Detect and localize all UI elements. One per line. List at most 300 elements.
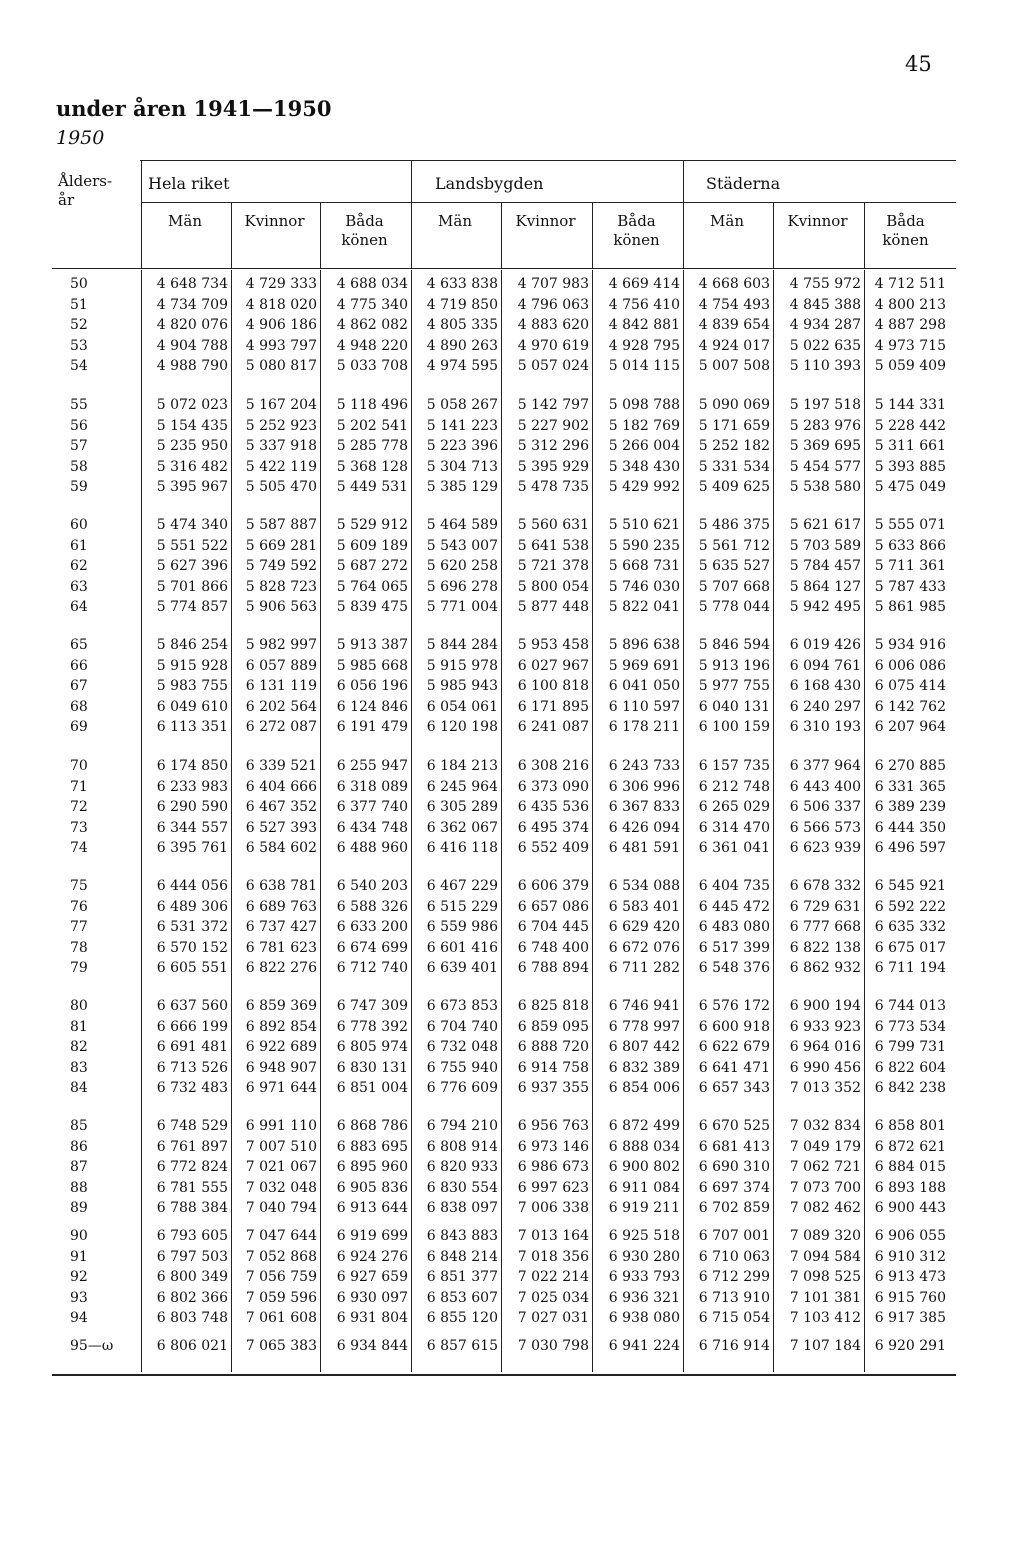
age-cell: 68	[70, 698, 88, 715]
table-cell: 6 803 748	[156, 1310, 228, 1327]
table-cell: 5 167 204	[245, 397, 317, 413]
table-cell: 6 888 034	[608, 1138, 680, 1155]
table-cell: 5 395 967	[156, 479, 228, 496]
table-cell: 6 748 529	[156, 1118, 228, 1134]
table-cell: 5 304 713	[426, 458, 498, 475]
table-cell: 6 639 401	[426, 960, 498, 977]
age-cell: 64	[70, 599, 88, 616]
table-cell: 7 056 759	[245, 1269, 317, 1286]
age-cell: 75	[70, 878, 88, 894]
table-cell: 5 555 071	[874, 517, 946, 533]
table-cell: 4 948 220	[336, 337, 408, 354]
table-cell: 5 621 617	[789, 517, 861, 533]
table-cell: 6 184 213	[426, 758, 498, 774]
age-cell: 61	[70, 537, 88, 554]
table-cell: 6 202 564	[245, 698, 317, 715]
table-cell: 6 732 048	[426, 1039, 498, 1056]
table-cell: 6 927 659	[336, 1269, 408, 1286]
table-cell: 4 883 620	[517, 317, 589, 334]
table-cell: 6 883 695	[336, 1138, 408, 1155]
table-cell: 6 820 933	[426, 1159, 498, 1176]
table-cell: 6 566 573	[789, 819, 861, 836]
table-cell: 6 527 393	[245, 819, 317, 836]
column-divider	[592, 270, 593, 1372]
table-cell: 6 729 631	[789, 898, 861, 915]
table-cell: 6 761 897	[156, 1138, 228, 1155]
table-cell: 6 362 067	[426, 819, 498, 836]
table-cell: 7 032 834	[789, 1118, 861, 1134]
table-cell: 6 623 939	[789, 840, 861, 857]
table-cell: 6 689 763	[245, 898, 317, 915]
table-cell: 6 552 409	[517, 840, 589, 857]
table-cell: 6 445 472	[698, 898, 770, 915]
page-number: 45	[905, 52, 932, 76]
table-cell: 6 948 907	[245, 1059, 317, 1076]
table-cell: 7 049 179	[789, 1138, 861, 1155]
age-cell: 83	[70, 1059, 88, 1076]
table-cell: 6 797 503	[156, 1248, 228, 1265]
table-cell: 6 467 352	[245, 799, 317, 816]
table-cell: 6 712 740	[336, 960, 408, 977]
age-cell: 76	[70, 898, 88, 915]
table-cell: 6 110 597	[608, 698, 680, 715]
table-cell: 5 543 007	[426, 537, 498, 554]
table-cell: 6 622 679	[698, 1039, 770, 1056]
age-cell: 66	[70, 657, 88, 674]
table-cell: 5 846 254	[156, 637, 228, 653]
table-cell: 6 872 621	[874, 1138, 946, 1155]
table-cell: 5 110 393	[789, 358, 861, 375]
table-cell: 6 914 758	[517, 1059, 589, 1076]
table-cell: 6 027 967	[517, 657, 589, 674]
age-cell: 86	[70, 1138, 88, 1155]
table-cell: 6 778 392	[336, 1018, 408, 1035]
table-cell: 6 075 414	[874, 678, 946, 695]
age-cell: 73	[70, 819, 88, 836]
table-cell: 6 444 056	[156, 878, 228, 894]
table-cell: 6 822 138	[789, 939, 861, 956]
table-cell: 7 025 034	[517, 1289, 589, 1306]
table-cell: 5 985 668	[336, 657, 408, 674]
table-cell: 5 861 985	[874, 599, 946, 616]
table-cell: 5 223 396	[426, 438, 498, 455]
table-cell: 4 842 881	[608, 317, 680, 334]
table-cell: 6 919 211	[608, 1200, 680, 1217]
table-cell: 6 584 602	[245, 840, 317, 857]
table-cell: 4 904 788	[156, 337, 228, 354]
table-cell: 6 915 760	[874, 1289, 946, 1306]
table-cell: 7 006 338	[517, 1200, 589, 1217]
table-cell: 5 877 448	[517, 599, 589, 616]
age-cell: 93	[70, 1289, 88, 1306]
table-cell: 6 997 623	[517, 1179, 589, 1196]
table-cell: 6 941 224	[608, 1338, 680, 1354]
table-cell: 6 913 644	[336, 1200, 408, 1217]
age-cell: 78	[70, 939, 88, 956]
age-cell: 85	[70, 1118, 88, 1134]
age-cell: 52	[70, 317, 88, 334]
table-cell: 6 404 666	[245, 778, 317, 795]
table-cell: 7 032 048	[245, 1179, 317, 1196]
table-cell: 6 305 289	[426, 799, 498, 816]
table-cell: 6 755 940	[426, 1059, 498, 1076]
table-cell: 6 191 479	[336, 719, 408, 736]
table-cell: 5 800 054	[517, 578, 589, 595]
age-cell: 87	[70, 1159, 88, 1176]
table-cell: 7 103 412	[789, 1310, 861, 1327]
table-cell: 5 764 065	[336, 578, 408, 595]
table-cell: 6 434 748	[336, 819, 408, 836]
table-cell: 5 478 735	[517, 479, 589, 496]
table-cell: 7 059 596	[245, 1289, 317, 1306]
table-cell: 5 475 049	[874, 479, 946, 496]
table-cell: 6 808 914	[426, 1138, 498, 1155]
table-cell: 5 505 470	[245, 479, 317, 496]
table-cell: 5 633 866	[874, 537, 946, 554]
table-cell: 5 668 731	[608, 558, 680, 575]
age-cell: 57	[70, 438, 88, 455]
table-cell: 6 641 471	[698, 1059, 770, 1076]
table-cell: 6 713 910	[698, 1289, 770, 1306]
table-cell: 5 348 430	[608, 458, 680, 475]
table-cell: 6 893 188	[874, 1179, 946, 1196]
table-cell: 6 496 597	[874, 840, 946, 857]
table-cell: 5 007 508	[698, 358, 770, 375]
table-cell: 6 049 610	[156, 698, 228, 715]
table-cell: 6 361 041	[698, 840, 770, 857]
table-cell: 6 057 889	[245, 657, 317, 674]
table-cell: 6 426 094	[608, 819, 680, 836]
sub-header: Kvinnor	[244, 212, 305, 230]
table-cell: 6 933 923	[789, 1018, 861, 1035]
table-cell: 4 707 983	[517, 276, 589, 292]
table-cell: 5 118 496	[336, 397, 408, 413]
table-cell: 6 715 054	[698, 1310, 770, 1327]
table-cell: 6 314 470	[698, 819, 770, 836]
table-cell: 5 771 004	[426, 599, 498, 616]
table-cell: 6 799 731	[874, 1039, 946, 1056]
sub-header: Kvinnor	[787, 212, 848, 230]
table-cell: 6 673 853	[426, 998, 498, 1014]
table-cell: 6 157 735	[698, 758, 770, 774]
age-cell: 67	[70, 678, 88, 695]
table-cell: 6 272 087	[245, 719, 317, 736]
table-cell: 4 924 017	[698, 337, 770, 354]
table-cell: 6 515 229	[426, 898, 498, 915]
age-cell: 54	[70, 358, 88, 375]
table-cell: 4 668 603	[698, 276, 770, 292]
table-cell: 6 576 172	[698, 998, 770, 1014]
age-cell: 90	[70, 1228, 88, 1244]
table-cell: 6 306 996	[608, 778, 680, 795]
table-cell: 7 021 067	[245, 1159, 317, 1176]
table-cell: 5 701 866	[156, 578, 228, 595]
sub-header: Båda könen	[882, 212, 929, 249]
table-cell: 6 900 194	[789, 998, 861, 1014]
table-cell: 6 830 131	[336, 1059, 408, 1076]
age-cell: 55	[70, 397, 88, 413]
table-cell: 4 970 619	[517, 337, 589, 354]
table-cell: 5 337 918	[245, 438, 317, 455]
table-cell: 5 846 594	[698, 637, 770, 653]
table-cell: 6 100 818	[517, 678, 589, 695]
table-cell: 6 748 400	[517, 939, 589, 956]
table-cell: 6 697 374	[698, 1179, 770, 1196]
table-cell: 6 674 699	[336, 939, 408, 956]
table-cell: 5 778 044	[698, 599, 770, 616]
table-cell: 5 913 387	[336, 637, 408, 653]
table-cell: 6 911 084	[608, 1179, 680, 1196]
table-cell: 5 422 119	[245, 458, 317, 475]
table-cell: 4 818 020	[245, 296, 317, 313]
table-cell: 6 710 063	[698, 1248, 770, 1265]
age-cell: 88	[70, 1179, 88, 1196]
table-cell: 5 985 943	[426, 678, 498, 695]
table-cell: 5 154 435	[156, 417, 228, 434]
table-cell: 4 845 388	[789, 296, 861, 313]
table-cell: 6 859 369	[245, 998, 317, 1014]
table-cell: 6 862 932	[789, 960, 861, 977]
table-cell: 5 915 978	[426, 657, 498, 674]
table-cell: 7 101 381	[789, 1289, 861, 1306]
table-cell: 6 884 015	[874, 1159, 946, 1176]
table-cell: 6 747 309	[336, 998, 408, 1014]
table-cell: 5 687 272	[336, 558, 408, 575]
table-cell: 6 019 426	[789, 637, 861, 653]
table-cell: 6 830 554	[426, 1179, 498, 1196]
table-cell: 6 868 786	[336, 1118, 408, 1134]
table-cell: 7 013 352	[789, 1080, 861, 1097]
table-cell: 5 696 278	[426, 578, 498, 595]
table-cell: 4 734 709	[156, 296, 228, 313]
table-cell: 7 022 214	[517, 1269, 589, 1286]
table-cell: 6 670 525	[698, 1118, 770, 1134]
table-cell: 5 896 638	[608, 637, 680, 653]
sub-header: Män	[710, 212, 744, 230]
table-cell: 6 776 609	[426, 1080, 498, 1097]
table-cell: 4 756 410	[608, 296, 680, 313]
table-cell: 6 788 894	[517, 960, 589, 977]
table-cell: 6 704 740	[426, 1018, 498, 1035]
table-cell: 7 065 383	[245, 1338, 317, 1354]
table-cell: 6 404 735	[698, 878, 770, 894]
table-cell: 6 171 895	[517, 698, 589, 715]
table-cell: 6 601 416	[426, 939, 498, 956]
table-cell: 6 540 203	[336, 878, 408, 894]
table-cell: 7 052 868	[245, 1248, 317, 1265]
table-cell: 4 755 972	[789, 276, 861, 292]
table-cell: 6 853 607	[426, 1289, 498, 1306]
table-cell: 6 559 986	[426, 919, 498, 936]
table-cell: 6 938 080	[608, 1310, 680, 1327]
table-cell: 5 454 577	[789, 458, 861, 475]
table-cell: 6 778 997	[608, 1018, 680, 1035]
table-cell: 6 207 964	[874, 719, 946, 736]
table-cell: 5 057 024	[517, 358, 589, 375]
table-cell: 6 548 376	[698, 960, 770, 977]
table-cell: 5 395 929	[517, 458, 589, 475]
table-cell: 5 590 235	[608, 537, 680, 554]
table-cell: 6 716 914	[698, 1338, 770, 1354]
table-cell: 6 924 276	[336, 1248, 408, 1265]
table-cell: 6 467 229	[426, 878, 498, 894]
table-cell: 6 937 355	[517, 1080, 589, 1097]
age-cell: 72	[70, 799, 88, 816]
table-cell: 5 977 755	[698, 678, 770, 695]
age-cell: 84	[70, 1080, 88, 1097]
table-cell: 6 802 366	[156, 1289, 228, 1306]
table-cell: 5 913 196	[698, 657, 770, 674]
table-cell: 6 934 844	[336, 1338, 408, 1354]
age-cell: 71	[70, 778, 88, 795]
table-cell: 6 367 833	[608, 799, 680, 816]
column-divider	[320, 270, 321, 1372]
table-cell: 6 848 214	[426, 1248, 498, 1265]
sub-header: Män	[438, 212, 472, 230]
table-cell: 6 531 372	[156, 919, 228, 936]
table-cell: 5 142 797	[517, 397, 589, 413]
table-cell: 6 290 590	[156, 799, 228, 816]
table-cell: 6 605 551	[156, 960, 228, 977]
table-cell: 6 377 740	[336, 799, 408, 816]
table-cell: 7 062 721	[789, 1159, 861, 1176]
table-cell: 7 098 525	[789, 1269, 861, 1286]
table-cell: 5 385 129	[426, 479, 498, 496]
table-cell: 6 243 733	[608, 758, 680, 774]
table-cell: 5 711 361	[874, 558, 946, 575]
table-cell: 5 464 589	[426, 517, 498, 533]
table-cell: 6 737 427	[245, 919, 317, 936]
age-column-header: Ålders- år	[58, 172, 113, 209]
table-cell: 6 917 385	[874, 1310, 946, 1327]
table-cell: 7 107 184	[789, 1338, 861, 1354]
table-cell: 4 648 734	[156, 276, 228, 292]
table-cell: 6 672 076	[608, 939, 680, 956]
age-cell: 91	[70, 1248, 88, 1265]
table-cell: 4 993 797	[245, 337, 317, 354]
table-cell: 5 252 923	[245, 417, 317, 434]
table-cell: 6 174 850	[156, 758, 228, 774]
table-cell: 6 794 210	[426, 1118, 498, 1134]
table-cell: 5 059 409	[874, 358, 946, 375]
table-cell: 6 805 974	[336, 1039, 408, 1056]
table-cell: 5 906 563	[245, 599, 317, 616]
sub-header: Båda könen	[341, 212, 388, 249]
table-cell: 6 872 499	[608, 1118, 680, 1134]
table-cell: 6 825 818	[517, 998, 589, 1014]
table-cell: 6 793 605	[156, 1228, 228, 1244]
page-title: under åren 1941—1950	[56, 96, 332, 121]
table-cell: 6 483 080	[698, 919, 770, 936]
age-cell: 65	[70, 637, 88, 653]
table-cell: 4 800 213	[874, 296, 946, 313]
table-cell: 6 583 401	[608, 898, 680, 915]
group-header: Hela riket	[148, 174, 230, 193]
table-cell: 6 310 193	[789, 719, 861, 736]
table-cell: 6 633 200	[336, 919, 408, 936]
table-cell: 6 120 198	[426, 719, 498, 736]
table-cell: 6 971 644	[245, 1080, 317, 1097]
table-cell: 6 691 481	[156, 1039, 228, 1056]
table-cell: 6 990 456	[789, 1059, 861, 1076]
table-cell: 6 788 384	[156, 1200, 228, 1217]
table-cell: 6 744 013	[874, 998, 946, 1014]
table-cell: 6 906 055	[874, 1228, 946, 1244]
table-cell: 4 775 340	[336, 296, 408, 313]
table-cell: 6 113 351	[156, 719, 228, 736]
table-cell: 6 444 350	[874, 819, 946, 836]
table-cell: 5 033 708	[336, 358, 408, 375]
table-cell: 4 988 790	[156, 358, 228, 375]
group-header: Landsbygden	[435, 174, 544, 193]
table-cell: 6 822 276	[245, 960, 317, 977]
table-cell: 6 930 097	[336, 1289, 408, 1306]
table-cell: 4 839 654	[698, 317, 770, 334]
table-cell: 5 312 296	[517, 438, 589, 455]
table-cell: 4 820 076	[156, 317, 228, 334]
age-cell: 63	[70, 578, 88, 595]
table-cell: 6 772 824	[156, 1159, 228, 1176]
table-year: 1950	[56, 127, 105, 149]
table-cell: 5 774 857	[156, 599, 228, 616]
table-cell: 5 746 030	[608, 578, 680, 595]
table-cell: 6 373 090	[517, 778, 589, 795]
table-cell: 6 773 534	[874, 1018, 946, 1035]
table-cell: 7 094 584	[789, 1248, 861, 1265]
table-cell: 6 713 526	[156, 1059, 228, 1076]
table-cell: 6 265 029	[698, 799, 770, 816]
table-cell: 5 369 695	[789, 438, 861, 455]
table-cell: 6 489 306	[156, 898, 228, 915]
table-cell: 4 887 298	[874, 317, 946, 334]
table-cell: 5 749 592	[245, 558, 317, 575]
table-cell: 5 587 887	[245, 517, 317, 533]
table-cell: 4 805 335	[426, 317, 498, 334]
table-cell: 6 666 199	[156, 1018, 228, 1035]
table-cell: 5 331 534	[698, 458, 770, 475]
table-cell: 6 481 591	[608, 840, 680, 857]
table-cell: 6 606 379	[517, 878, 589, 894]
table-cell: 5 538 580	[789, 479, 861, 496]
table-cell: 6 675 017	[874, 939, 946, 956]
table-cell: 6 142 762	[874, 698, 946, 715]
age-cell: 62	[70, 558, 88, 575]
table-cell: 6 517 399	[698, 939, 770, 956]
table-cell: 6 930 280	[608, 1248, 680, 1265]
table-cell: 6 506 337	[789, 799, 861, 816]
table-cell: 5 141 223	[426, 417, 498, 434]
table-cell: 6 781 555	[156, 1179, 228, 1196]
table-cell: 5 266 004	[608, 438, 680, 455]
table-cell: 6 854 006	[608, 1080, 680, 1097]
table-cell: 5 171 659	[698, 417, 770, 434]
table-cell: 6 956 763	[517, 1118, 589, 1134]
age-cell: 81	[70, 1018, 88, 1035]
table-cell: 5 316 482	[156, 458, 228, 475]
table-cell: 5 474 340	[156, 517, 228, 533]
table-cell: 6 570 152	[156, 939, 228, 956]
table-cell: 6 657 086	[517, 898, 589, 915]
table-cell: 6 094 761	[789, 657, 861, 674]
table-cell: 5 311 661	[874, 438, 946, 455]
table-cell: 6 712 299	[698, 1269, 770, 1286]
table-cell: 6 933 793	[608, 1269, 680, 1286]
table-cell: 5 721 378	[517, 558, 589, 575]
table-cell: 6 888 720	[517, 1039, 589, 1056]
age-cell: 74	[70, 840, 88, 857]
table-cell: 5 641 538	[517, 537, 589, 554]
table-cell: 6 858 801	[874, 1118, 946, 1134]
